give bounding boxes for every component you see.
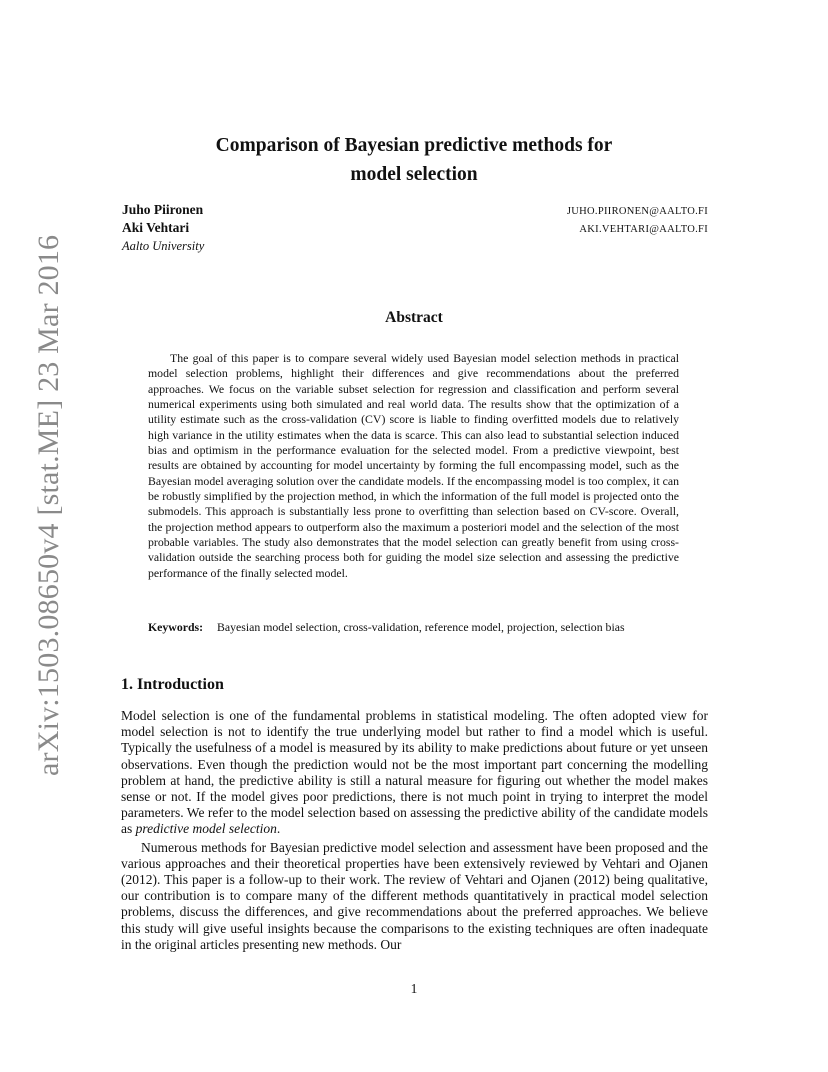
author-email: AKI.VEHTARI@AALTO.FI [579,224,708,235]
author-row [122,220,708,238]
paragraph-text: Model selection is one of the fundamental problems in statistical modeling. The often adopted view for model selection is not to identify the true underlying model but rather to find a model which is useful. Typically the usefulness of a model is measured by its ability to make predictions about future or yet unseen observations. Even though the prediction would not be the most important part concerning the modelling problem at hand, the predictive ability is still a natural measure for figuring out whether the model makes sense or not. If the model gives poor predictions, there is not much point in trying to interpret the model parameters. We refer to the model selection based on assessing the predictive ability of the candidate models as [121,708,708,837]
emphasized-term: predictive model selection [135,821,277,837]
keywords-label: Keywords: [148,620,204,634]
author-affiliation: Aalto University [122,239,205,253]
section-body [121,708,708,953]
section-heading: 1. Introduction [121,676,224,693]
author-email: JUHO.PIIRONEN@AALTO.FI [566,206,708,217]
author-name: Aki Vehtari [122,220,190,235]
author-block [122,202,708,254]
keywords-text: Bayesian model selection, cross-validation, reference model, projection, selection bias [217,620,625,634]
title-line-1: Comparison of Bayesian predictive methods for [215,135,613,156]
paragraph [121,708,708,838]
page-number: 1 [410,981,418,996]
keywords [148,620,679,635]
paragraph-text: . [276,821,281,837]
arxiv-identifier: arXiv:1503.08650v4 [stat.ME] 23 Mar 2016 [32,234,65,776]
abstract-heading: Abstract [385,309,443,326]
author-name: Juho Piironen [122,202,204,217]
paper-title [120,131,708,189]
paragraph: Numerous methods for Bayesian predictive model selection and assessment have been proposed and the various approaches and their theoretical properties have been extensively reviewed by Vehtari and Ojanen (2012). This paper is a follow-up to their work. The review of Vehtari and Ojanen (2012) being qualitative, our contribution is to compare many of the different methods quantitatively in practical model selection problems, discuss the differences, and give recommendations about the preferred approaches. We believe this study will give useful insights because the comparisons to the existing techniques are often inadequate in the original articles presenting new methods. Our [121,839,708,952]
title-line-2: model selection [350,164,478,185]
author-row [122,202,708,220]
abstract-text: The goal of this paper is to compare several widely used Bayesian model selection methods in practical model selection problems, highlight their differences and give recommendations about the preferred approaches. We focus on the variable subset selection for regression and classification and perform several numerical experiments using both simulated and real world data. The results show that the optimization of a utility estimate such as the cross-validation (CV) score is liable to finding overfitted models due to relatively high variance in the utility estimates when the data is scarce. This can also lead to substantial selection induced bias and optimism in the performance evaluation for the selected model. From a predictive viewpoint, best results are obtained by accounting for model uncertainty by forming the full encompassing model, such as the Bayesian model averaging solution over the candidate models. If the encompassing model is too complex, it can be robustly simplified by the projection method, in which the information of the full model is projected onto the submodels. This approach is substantially less prone to overfitting than selection based on CV-score. Overall, the projection method appears to outperform also the maximum a posteriori model and the selection of the most probable variables. The study also demonstrates that the model selection can greatly benefit from using cross-validation outside the searching process both for guiding the model size selection and assessing the predictive performance of the finally selected model. [148,351,679,580]
